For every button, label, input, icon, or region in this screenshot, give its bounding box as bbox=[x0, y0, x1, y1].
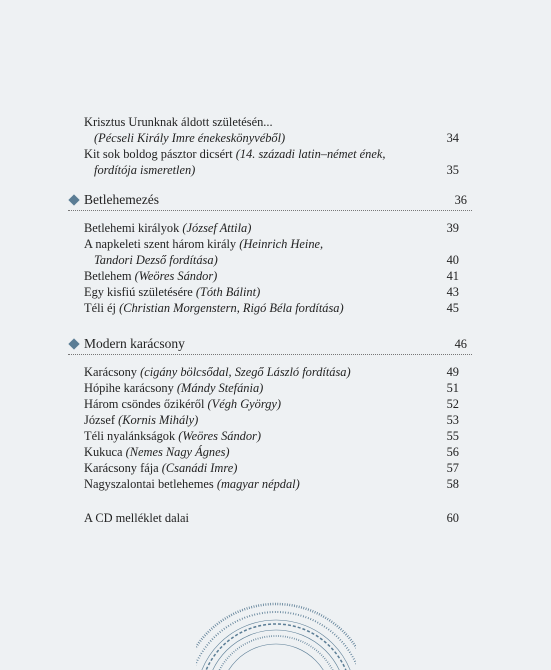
section-title: Betlehemezés bbox=[84, 192, 159, 207]
toc-entry bbox=[84, 162, 464, 178]
toc-entry bbox=[84, 444, 464, 460]
entry-page: 45 bbox=[446, 301, 459, 315]
entry-title: Kit sok boldog pásztor dicsért bbox=[84, 147, 236, 161]
entry-page: 58 bbox=[446, 477, 459, 491]
toc-entry bbox=[84, 428, 464, 444]
toc-entry bbox=[84, 252, 464, 268]
toc-entry bbox=[84, 236, 464, 252]
entry-author: (Végh György) bbox=[207, 397, 282, 411]
entry-author: (Weöres Sándor) bbox=[178, 429, 261, 443]
section-page: 46 bbox=[454, 337, 467, 351]
entry-author: Tandori Dezső fordítása) bbox=[94, 253, 218, 267]
entry-author: (Kornis Mihály) bbox=[118, 413, 199, 427]
entry-title: Karácsony fája bbox=[84, 461, 162, 475]
entry-title: A CD melléklet dalai bbox=[84, 511, 189, 525]
entry-title: Kukuca bbox=[84, 445, 126, 459]
entry-page: 35 bbox=[446, 163, 459, 177]
entry-page: 60 bbox=[446, 511, 459, 525]
entry-author: fordítója ismeretlen) bbox=[94, 163, 196, 177]
toc-entry bbox=[84, 220, 464, 236]
toc-entry bbox=[84, 114, 464, 130]
toc-entry bbox=[84, 396, 464, 412]
entry-page: 52 bbox=[446, 397, 459, 411]
toc-entry bbox=[84, 284, 464, 300]
entry-page: 34 bbox=[446, 131, 459, 145]
entry-author: (Heinrich Heine, bbox=[239, 237, 324, 251]
entry-author: (Mándy Stefánia) bbox=[176, 381, 264, 395]
toc-entry bbox=[84, 412, 464, 428]
entry-title: Betlehemi királyok bbox=[84, 221, 183, 235]
toc-entry bbox=[84, 268, 464, 284]
entry-title: József bbox=[84, 413, 119, 427]
entry-author: (cigány bölcsődal, Szegő László fordítása) bbox=[140, 365, 351, 379]
entry-page: 40 bbox=[446, 253, 459, 267]
entry-title: Egy kisfiú születésére bbox=[84, 285, 196, 299]
toc-entry bbox=[84, 476, 464, 492]
section-title: Modern karácsony bbox=[84, 336, 185, 351]
entry-title: Karácsony bbox=[84, 365, 141, 379]
entry-author: (magyar népdal) bbox=[216, 477, 300, 491]
section-page: 36 bbox=[454, 193, 467, 207]
toc-entry bbox=[84, 130, 464, 146]
entry-title: Krisztus Urunknak áldott születésén... bbox=[84, 115, 273, 129]
entry-title: Téli éj bbox=[84, 301, 120, 315]
entry-page: 49 bbox=[446, 365, 459, 379]
toc-entry bbox=[84, 380, 464, 396]
entry-author: (Pécseli Király Imre énekeskönyvéből) bbox=[94, 131, 286, 145]
entry-author: (Csanádi Imre) bbox=[161, 461, 238, 475]
entry-title: Három csöndes őzikéről bbox=[84, 397, 208, 411]
entry-page: 51 bbox=[446, 381, 459, 395]
entry-page: 39 bbox=[446, 221, 459, 235]
section-heading-modern-karacsony bbox=[68, 334, 472, 355]
toc-entry-cd bbox=[84, 510, 464, 526]
diamond-bullet-icon bbox=[68, 194, 79, 205]
toc-entry bbox=[84, 460, 464, 476]
entry-author: (14. századi latin–német ének, bbox=[235, 147, 386, 161]
entry-author: (Christian Morgenstern, Rigó Béla fordítása) bbox=[119, 301, 344, 315]
entry-page: 57 bbox=[446, 461, 459, 475]
toc-entry bbox=[84, 146, 464, 162]
entry-page: 55 bbox=[446, 429, 459, 443]
entry-title: Nagyszalontai betlehemes bbox=[84, 477, 217, 491]
diamond-bullet-icon bbox=[68, 338, 79, 349]
entry-page: 43 bbox=[446, 285, 459, 299]
entry-author: (Weöres Sándor) bbox=[134, 269, 218, 283]
entry-page: 41 bbox=[446, 269, 459, 283]
entry-title: Hópihe karácsony bbox=[84, 381, 177, 395]
toc-entry bbox=[84, 364, 464, 380]
section-heading-betlehemezes bbox=[68, 190, 472, 211]
table-of-contents bbox=[84, 114, 467, 526]
entry-author: (Tóth Bálint) bbox=[195, 285, 261, 299]
toc-entry bbox=[84, 300, 464, 316]
entry-title: A napkeleti szent három király bbox=[84, 237, 240, 251]
entry-title: Betlehem bbox=[84, 269, 135, 283]
entry-page: 56 bbox=[446, 445, 459, 459]
entry-author: (József Attila) bbox=[182, 221, 252, 235]
concentric-circle-ornament-icon bbox=[196, 600, 356, 670]
entry-page: 53 bbox=[446, 413, 459, 427]
entry-author: (Nemes Nagy Ágnes) bbox=[125, 445, 230, 459]
entry-title: Téli nyalánkságok bbox=[84, 429, 179, 443]
